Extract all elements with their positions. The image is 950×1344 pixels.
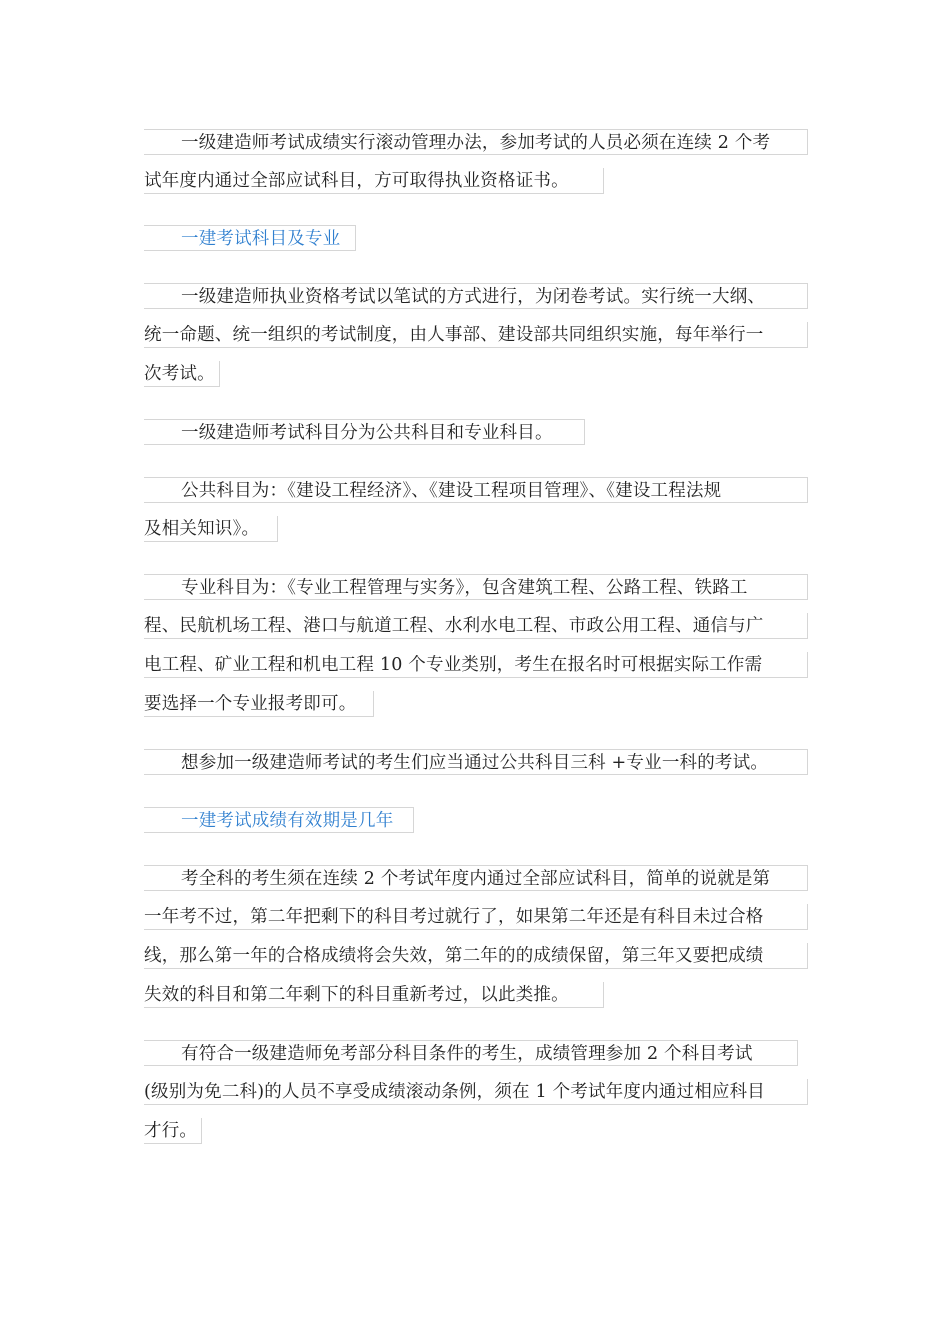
paragraph-line: 次考试。 (144, 361, 220, 387)
paragraph-line: 有符合一级建造师免考部分科目条件的考生，成绩管理参加 2 个科目考试 (144, 1040, 798, 1066)
paragraph-line: 一级建造师考试科目分为公共科目和专业科目。 (144, 419, 585, 445)
paragraph-line: 统一命题、统一组织的考试制度，由人事部、建设部共同组织实施，每年举行一 (144, 322, 808, 348)
paragraph-line: 考全科的考生须在连续 2 个考试年度内通过全部应试科目，简单的说就是第 (144, 865, 808, 891)
paragraph-line: 公共科目为：《建设工程经济》、《建设工程项目管理》、《建设工程法规 (144, 477, 808, 503)
paragraph-line: 想参加一级建造师考试的考生们应当通过公共科目三科 +专业一科的考试。 (144, 749, 808, 775)
paragraph-line: 一级建造师执业资格考试以笔试的方式进行，为闭卷考试。实行统一大纲、 (144, 283, 808, 309)
paragraph-line: 电工程、矿业工程和机电工程 10 个专业类别，考生在报名时可根据实际工作需 (144, 652, 808, 678)
paragraph-line: 才行。 (144, 1118, 202, 1144)
heading-text: 一建考试成绩有效期是几年 (144, 807, 414, 833)
paragraph-line: 一级建造师考试成绩实行滚动管理办法，参加考试的人员必须在连续 2 个考 (144, 129, 808, 155)
paragraph-line: 专业科目为：《专业工程管理与实务》，包含建筑工程、公路工程、铁路工 (144, 574, 808, 600)
paragraph-line: 试年度内通过全部应试科目，方可取得执业资格证书。 (144, 168, 604, 194)
paragraph-line: (级别为免二科)的人员不享受成绩滚动条例，须在 1 个考试年度内通过相应科目 (144, 1079, 808, 1105)
paragraph-line: 一年考不过，第二年把剩下的科目考过就行了，如果第二年还是有科目未过合格 (144, 904, 808, 930)
heading-text: 一建考试科目及专业 (144, 225, 356, 251)
paragraph-line: 要选择一个专业报考即可。 (144, 691, 374, 717)
paragraph-line: 失效的科目和第二年剩下的科目重新考过，以此类推。 (144, 982, 604, 1008)
paragraph-line: 线，那么第一年的合格成绩将会失效，第二年的的成绩保留，第三年又要把成绩 (144, 943, 808, 969)
paragraph-line: 程、民航机场工程、港口与航道工程、水利水电工程、市政公用工程、通信与广 (144, 613, 808, 639)
paragraph-line: 及相关知识》。 (144, 516, 278, 542)
